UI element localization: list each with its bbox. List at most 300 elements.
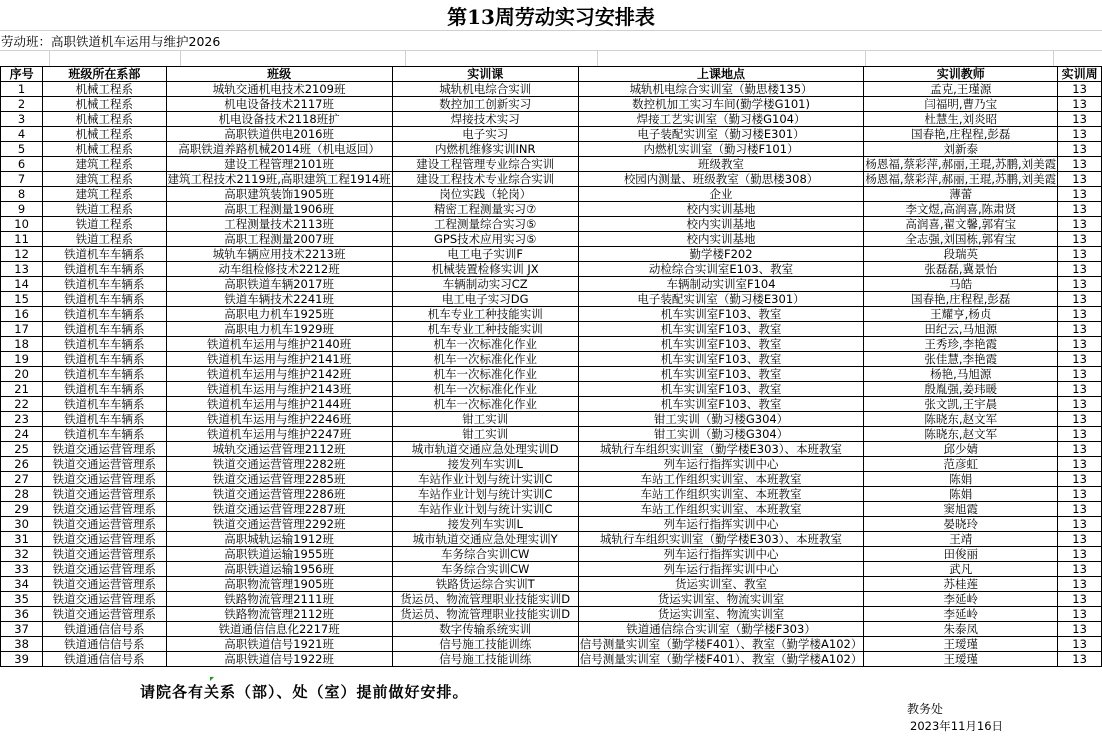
cell-course: 钳工实训 — [392, 412, 578, 427]
cell-department: 铁道工程系 — [43, 202, 166, 217]
table-row — [1, 397, 1102, 412]
cell-teacher: 张文凯,王宇晨 — [864, 397, 1058, 412]
cell-teacher: 国春艳,庄程程,彭磊 — [864, 127, 1058, 142]
table-row — [1, 457, 1102, 472]
cell-department: 铁道机车车辆系 — [43, 307, 166, 322]
cell-course: 铁路货运综合实训T — [392, 577, 578, 592]
cell-course: 车辆制动实习CZ — [392, 277, 578, 292]
cell-week: 13 — [1058, 652, 1102, 667]
cell-teacher: 王秀珍,李艳霞 — [864, 337, 1058, 352]
cell-week: 13 — [1058, 607, 1102, 622]
cell-teacher: 王靖 — [864, 532, 1058, 547]
cell-index: 32 — [1, 547, 43, 562]
cell-teacher: 孟克,王瑾源 — [864, 82, 1058, 97]
cell-week: 13 — [1058, 232, 1102, 247]
cell-course: 机械装置检修实训 JX — [392, 262, 578, 277]
cell-week: 13 — [1058, 532, 1102, 547]
cell-teacher: 范彦虹 — [864, 457, 1058, 472]
cell-index: 23 — [1, 412, 43, 427]
cell-class: 高职铁道信号1922班 — [166, 652, 392, 667]
cell-course: 机车一次标准化作业 — [392, 352, 578, 367]
cell-teacher: 李延岭 — [864, 592, 1058, 607]
table-row — [1, 502, 1102, 517]
cell-teacher: 杨恩福,蔡彩萍,郝丽,王琨,苏鹏,刘美霞 — [865, 157, 1057, 171]
cell-department: 铁道机车车辆系 — [43, 292, 166, 307]
cell-location: 机车实训室F103、教室 — [578, 382, 864, 397]
cell-department: 铁道机车车辆系 — [43, 337, 166, 352]
cell-index: 15 — [1, 292, 43, 307]
cell-teacher: 王瑷瑾 — [864, 652, 1058, 667]
cell-teacher: 陈娟 — [864, 487, 1058, 502]
table-row — [1, 562, 1102, 577]
cell-location: 电子装配实训室（勤习楼E301） — [578, 127, 864, 142]
cell-week: 13 — [1058, 262, 1102, 277]
cell-course: 钳工实训 — [392, 427, 578, 442]
cell-department: 铁道交通运营管理系 — [43, 592, 166, 607]
cell-department: 铁道机车车辆系 — [43, 277, 166, 292]
header-class: 班级 — [166, 67, 392, 82]
table-row — [1, 367, 1102, 382]
cell-department: 铁道交通运营管理系 — [43, 577, 166, 592]
cell-location: 班级教室 — [578, 157, 864, 172]
cell-course: GPS技术应用实习⑤ — [392, 232, 578, 247]
cell-location: 数控机加工实习车间(勤学楼G101) — [578, 97, 864, 112]
cell-department: 铁道交通运营管理系 — [43, 457, 166, 472]
cell-department: 铁道交通运营管理系 — [43, 562, 166, 577]
cell-course: 车务综合实训CW — [392, 562, 578, 577]
cell-week: 13 — [1058, 382, 1102, 397]
table-row — [1, 352, 1102, 367]
cell-index: 35 — [1, 592, 43, 607]
cell-teacher: 王耀亨,杨贞 — [864, 307, 1058, 322]
cell-location: 机车实训室F103、教室 — [578, 307, 864, 322]
cell-location: 货运实训室、物流实训室 — [578, 607, 864, 622]
table-row — [1, 622, 1102, 637]
cell-class: 铁道交通运营管理2292班 — [166, 517, 392, 532]
cell-week: 13 — [1058, 517, 1102, 532]
cell-course: 城轨机电综合实训 — [392, 82, 578, 97]
table-row — [1, 337, 1102, 352]
cell-week: 13 — [1058, 97, 1102, 112]
cell-week: 13 — [1058, 637, 1102, 652]
cell-class: 铁路物流管理2112班 — [166, 607, 392, 622]
cell-class: 建筑工程技术2119班,高职建筑工程1914班 — [167, 172, 391, 186]
table-row — [1, 307, 1102, 322]
cell-week: 13 — [1058, 112, 1102, 127]
cell-course: 电工电子实训F — [392, 247, 578, 262]
table-row — [1, 247, 1102, 262]
cell-class: 铁道机车运用与维护2144班 — [166, 397, 392, 412]
cell-teacher: 国春艳,庄程程,彭磊 — [864, 292, 1058, 307]
cell-teacher: 殷胤强,姜玮暖 — [864, 382, 1058, 397]
cell-index: 4 — [1, 127, 43, 142]
cell-class: 铁道机车运用与维护2246班 — [166, 412, 392, 427]
cell-week: 13 — [1058, 472, 1102, 487]
cell-department: 铁道机车车辆系 — [43, 322, 166, 337]
page-title: 第13周劳动实习安排表 — [447, 5, 655, 29]
cell-class: 铁道通信信息化2217班 — [166, 622, 392, 637]
cell-week: 13 — [1058, 247, 1102, 262]
cell-index: 25 — [1, 442, 43, 457]
cell-location: 焊接工艺实训室（勤习楼G104） — [578, 112, 864, 127]
cell-department: 铁道机车车辆系 — [43, 262, 166, 277]
cell-location: 铁道通信综合实训室（勤学楼F303） — [578, 622, 864, 637]
cell-index: 34 — [1, 577, 43, 592]
cell-week: 13 — [1058, 277, 1102, 292]
cell-teacher: 陈娟 — [864, 472, 1058, 487]
cell-week: 13 — [1058, 187, 1102, 202]
table-row — [1, 637, 1102, 652]
cell-location: 信号测量实训室（勤学楼F401）、教室（勤学楼A102） — [579, 652, 863, 666]
cell-location: 校园内测量、班级教室（勤思楼308） — [578, 172, 864, 187]
cell-teacher: 段瑞英 — [864, 247, 1058, 262]
cell-class: 高职铁道供电2016班 — [166, 127, 392, 142]
cell-department: 机械工程系 — [43, 142, 166, 157]
cell-course: 建设工程管理专业综合实训 — [392, 157, 578, 172]
cell-index: 33 — [1, 562, 43, 577]
cell-index: 19 — [1, 352, 43, 367]
table-row — [1, 157, 1102, 172]
table-row — [1, 577, 1102, 592]
cell-location: 车辆制动实训室F104 — [578, 277, 864, 292]
cell-class: 城轨车辆应用技术2213班 — [166, 247, 392, 262]
cell-department: 铁道机车车辆系 — [43, 367, 166, 382]
cell-week: 13 — [1058, 292, 1102, 307]
cell-index: 22 — [1, 397, 43, 412]
cell-week: 13 — [1058, 592, 1102, 607]
cell-class: 城轨交通运营管理2112班 — [166, 442, 392, 457]
cell-class: 高职物流管理1905班 — [166, 577, 392, 592]
cell-teacher: 高润喜,翟文馨,郭宥宝 — [864, 217, 1058, 232]
cell-class: 高职铁道养路机械2014班（机电返回） — [166, 142, 392, 157]
cell-teacher: 张佳慧,李艳霞 — [864, 352, 1058, 367]
cell-index: 27 — [1, 472, 43, 487]
table-row — [1, 277, 1102, 292]
cell-index: 38 — [1, 637, 43, 652]
header-index: 序号 — [1, 67, 43, 82]
cell-department: 铁道机车车辆系 — [43, 352, 166, 367]
cell-location: 电子装配实训室（勤习楼E301） — [578, 292, 864, 307]
cell-class: 铁道机车运用与维护2247班 — [166, 427, 392, 442]
cell-index: 26 — [1, 457, 43, 472]
cell-department: 建筑工程系 — [43, 157, 166, 172]
cell-teacher: 邱少婧 — [864, 442, 1058, 457]
table-row — [1, 382, 1102, 397]
table-row — [1, 202, 1102, 217]
cell-course: 信号施工技能训练 — [392, 637, 578, 652]
cell-location: 列车运行指挥实训中心 — [578, 562, 864, 577]
cell-location: 城轨行车组织实训室（勤学楼E303）、本班教室 — [578, 532, 864, 547]
table-row — [1, 292, 1102, 307]
table-row — [1, 232, 1102, 247]
cell-index: 39 — [1, 652, 43, 667]
cell-class: 高职铁道运输1956班 — [166, 562, 392, 577]
cell-teacher: 王瑷瑾 — [864, 637, 1058, 652]
cell-week: 13 — [1058, 367, 1102, 382]
cell-course: 信号施工技能训练 — [392, 652, 578, 667]
cell-course: 城市轨道交通应急处理实训D — [392, 442, 578, 457]
cell-department: 铁道交通运营管理系 — [43, 532, 166, 547]
cell-department: 铁道通信信号系 — [43, 637, 166, 652]
cell-week: 13 — [1058, 352, 1102, 367]
cell-teacher: 全志强,刘国栋,郭宥宝 — [864, 232, 1058, 247]
footer-department: 教务处 — [907, 702, 944, 716]
table-row — [1, 217, 1102, 232]
cell-index: 11 — [1, 232, 43, 247]
cell-teacher: 杨艳,马旭源 — [864, 367, 1058, 382]
table-row — [1, 97, 1102, 112]
cell-location: 动检综合实训室E103、教室 — [578, 262, 864, 277]
header-location: 上课地点 — [578, 67, 864, 82]
cell-course: 货运员、物流管理职业技能实训D — [392, 592, 578, 607]
cell-week: 13 — [1058, 82, 1102, 97]
cell-index: 16 — [1, 307, 43, 322]
cell-class: 机电设备技术2117班 — [166, 97, 392, 112]
cell-department: 机械工程系 — [43, 82, 166, 97]
cell-course: 接发列车实训L — [392, 517, 578, 532]
cell-teacher: 朱泰凤 — [864, 622, 1058, 637]
cell-course: 车务综合实训CW — [392, 547, 578, 562]
cell-teacher: 陈晓东,赵文军 — [864, 412, 1058, 427]
cell-department: 铁道机车车辆系 — [43, 427, 166, 442]
cell-location: 校内实训基地 — [578, 202, 864, 217]
cell-location: 校内实训基地 — [578, 232, 864, 247]
cell-week: 13 — [1058, 412, 1102, 427]
cell-index: 14 — [1, 277, 43, 292]
cell-class: 高职建筑装饰1905班 — [166, 187, 392, 202]
cell-course: 电子实习 — [392, 127, 578, 142]
table-row — [1, 592, 1102, 607]
cell-index: 24 — [1, 427, 43, 442]
header-department: 班级所在系部 — [43, 67, 166, 82]
cell-class: 铁道机车运用与维护2141班 — [166, 352, 392, 367]
cell-location: 城轨机电综合实训室（勤思楼135） — [578, 82, 864, 97]
cell-location: 机车实训室F103、教室 — [578, 397, 864, 412]
cell-class: 高职铁道信号1921班 — [166, 637, 392, 652]
header-week: 实训周 — [1058, 67, 1102, 82]
cell-index: 20 — [1, 367, 43, 382]
table-row — [1, 82, 1102, 97]
cell-class: 铁道车辆技术2241班 — [166, 292, 392, 307]
cell-department: 铁道交通运营管理系 — [43, 607, 166, 622]
table-row — [1, 442, 1102, 457]
cell-index: 17 — [1, 322, 43, 337]
cell-course: 车站作业计划与统计实训C — [392, 487, 578, 502]
cell-location: 列车运行指挥实训中心 — [578, 517, 864, 532]
cell-index: 7 — [1, 172, 43, 187]
cell-class: 铁道交通运营管理2282班 — [166, 457, 392, 472]
cell-index: 37 — [1, 622, 43, 637]
cell-course: 机车专业工种技能实训 — [392, 307, 578, 322]
table-row — [1, 607, 1102, 622]
cell-department: 铁道机车车辆系 — [43, 412, 166, 427]
table-row — [1, 187, 1102, 202]
schedule-table — [0, 66, 1102, 667]
header-teacher: 实训教师 — [864, 67, 1058, 82]
cell-teacher: 窦旭霞 — [864, 502, 1058, 517]
cell-department: 铁道交通运营管理系 — [43, 487, 166, 502]
cell-index: 31 — [1, 532, 43, 547]
cell-department: 建筑工程系 — [43, 187, 166, 202]
cell-course: 机车一次标准化作业 — [392, 382, 578, 397]
cell-location: 钳工实训（勤习楼G304） — [578, 412, 864, 427]
table-row — [1, 142, 1102, 157]
cell-teacher: 刘新泰 — [864, 142, 1058, 157]
cell-index: 9 — [1, 202, 43, 217]
cell-index: 3 — [1, 112, 43, 127]
cell-location: 机车实训室F103、教室 — [578, 337, 864, 352]
cell-index: 5 — [1, 142, 43, 157]
cell-teacher: 薄蕾 — [864, 187, 1058, 202]
cell-department: 铁道通信信号系 — [43, 622, 166, 637]
cell-teacher: 田俊丽 — [864, 547, 1058, 562]
table-row — [1, 487, 1102, 502]
table-row — [1, 427, 1102, 442]
cell-week: 13 — [1058, 442, 1102, 457]
cell-index: 12 — [1, 247, 43, 262]
cell-department: 铁道通信信号系 — [43, 652, 166, 667]
table-row — [1, 262, 1102, 277]
cell-course: 车站作业计划与统计实训C — [392, 502, 578, 517]
footer-date: 2023年11月16日 — [910, 719, 1004, 733]
cell-course: 焊接技术实习 — [392, 112, 578, 127]
cell-teacher: 田纪云,马旭源 — [864, 322, 1058, 337]
cell-department: 机械工程系 — [43, 97, 166, 112]
cell-location: 校内实训基地 — [578, 217, 864, 232]
class-subtitle: 劳动班：高职铁道机车运用与维护2026 — [1, 34, 221, 49]
cell-department: 铁道机车车辆系 — [43, 382, 166, 397]
cell-location: 机车实训室F103、教室 — [578, 322, 864, 337]
cell-week: 13 — [1058, 202, 1102, 217]
cell-teacher: 苏桂莲 — [864, 577, 1058, 592]
cell-class: 铁道交通运营管理2287班 — [166, 502, 392, 517]
table-row — [1, 517, 1102, 532]
cell-week: 13 — [1058, 427, 1102, 442]
header-course: 实训课 — [392, 67, 578, 82]
cell-location: 钳工实训（勤习楼G304） — [578, 427, 864, 442]
cell-department: 铁道交通运营管理系 — [43, 442, 166, 457]
cell-course: 数控加工创新实习 — [392, 97, 578, 112]
cell-class: 铁路物流管理2111班 — [166, 592, 392, 607]
cell-course: 精密工程测量实习⑦ — [392, 202, 578, 217]
cell-index: 29 — [1, 502, 43, 517]
cell-week: 13 — [1058, 502, 1102, 517]
cell-location: 车站工作组织实训室、本班教室 — [578, 502, 864, 517]
cell-week: 13 — [1058, 337, 1102, 352]
cell-index: 36 — [1, 607, 43, 622]
cell-week: 13 — [1058, 547, 1102, 562]
cell-course: 货运员、物流管理职业技能实训D — [392, 607, 578, 622]
cell-department: 铁道交通运营管理系 — [43, 472, 166, 487]
cell-class: 高职铁道运输1955班 — [166, 547, 392, 562]
cell-class: 动车组检修技术2212班 — [166, 262, 392, 277]
table-row — [1, 172, 1102, 187]
cell-week: 13 — [1058, 457, 1102, 472]
cell-class: 高职电力机车1929班 — [166, 322, 392, 337]
cell-class: 铁道机车运用与维护2140班 — [166, 337, 392, 352]
cell-course: 接发列车实训L — [392, 457, 578, 472]
cell-index: 21 — [1, 382, 43, 397]
cell-week: 13 — [1058, 172, 1102, 187]
cell-course: 数字传输系统实训 — [392, 622, 578, 637]
cell-week: 13 — [1058, 127, 1102, 142]
cell-class: 高职城轨运输1912班 — [166, 532, 392, 547]
cell-teacher: 晏晓玲 — [864, 517, 1058, 532]
cell-week: 13 — [1058, 307, 1102, 322]
cell-class: 建设工程管理2101班 — [166, 157, 392, 172]
cell-week: 13 — [1058, 142, 1102, 157]
cell-course: 城市轨道交通应急处理实训Y — [392, 532, 578, 547]
cell-class: 工程测量技术2113班 — [166, 217, 392, 232]
cell-department: 建筑工程系 — [43, 172, 166, 187]
table-body — [1, 82, 1102, 667]
cell-teacher: 张磊磊,冀景怡 — [864, 262, 1058, 277]
cell-course: 机车一次标准化作业 — [392, 337, 578, 352]
cell-class: 铁道交通运营管理2286班 — [166, 487, 392, 502]
cell-class: 高职工程测量2007班 — [166, 232, 392, 247]
cell-location: 车站工作组织实训室、本班教室 — [578, 487, 864, 502]
cell-week: 13 — [1058, 322, 1102, 337]
cell-course: 电工电子实习DG — [392, 292, 578, 307]
cell-department: 铁道交通运营管理系 — [43, 502, 166, 517]
table-row — [1, 532, 1102, 547]
table-row — [1, 652, 1102, 667]
table-row — [1, 412, 1102, 427]
cell-location: 货运实训室、教室 — [578, 577, 864, 592]
cell-teacher: 闫福明,曹乃宝 — [864, 97, 1058, 112]
cell-location: 内燃机实训室（勤习楼F101） — [578, 142, 864, 157]
cell-location: 列车运行指挥实训中心 — [578, 547, 864, 562]
cell-teacher: 杨恩福,蔡彩萍,郝丽,王琨,苏鹏,刘美霞 — [865, 172, 1057, 186]
cell-week: 13 — [1058, 157, 1102, 172]
cell-location: 车站工作组织实训室、本班教室 — [578, 472, 864, 487]
cell-index: 18 — [1, 337, 43, 352]
table-header-row — [1, 67, 1102, 82]
cell-index: 1 — [1, 82, 43, 97]
cell-course: 机车一次标准化作业 — [392, 367, 578, 382]
table-row — [1, 547, 1102, 562]
cell-class: 高职工程测量1906班 — [166, 202, 392, 217]
cell-class: 铁道交通运营管理2285班 — [166, 472, 392, 487]
cell-course: 机车专业工种技能实训 — [392, 322, 578, 337]
cell-course: 机车一次标准化作业 — [392, 397, 578, 412]
cell-location: 机车实训室F103、教室 — [578, 352, 864, 367]
cell-course: 岗位实践（轮岗） — [392, 187, 578, 202]
cell-week: 13 — [1058, 397, 1102, 412]
cell-location: 机车实训室F103、教室 — [578, 367, 864, 382]
cell-department: 铁道工程系 — [43, 232, 166, 247]
cell-department: 铁道工程系 — [43, 217, 166, 232]
cell-teacher: 陈晓东,赵文军 — [864, 427, 1058, 442]
cell-index: 6 — [1, 157, 43, 172]
cell-department: 铁道交通运营管理系 — [43, 517, 166, 532]
cell-index: 28 — [1, 487, 43, 502]
cell-class: 机电设备技术2118班扩 — [166, 112, 392, 127]
cell-department: 机械工程系 — [43, 112, 166, 127]
cell-week: 13 — [1058, 487, 1102, 502]
cell-location: 城轨行车组织实训室（勤学楼E303）、本班教室 — [578, 442, 864, 457]
cell-week: 13 — [1058, 577, 1102, 592]
cell-class: 城轨交通机电技术2109班 — [166, 82, 392, 97]
cell-course: 建设工程技术专业综合实训 — [392, 172, 578, 187]
footer-note: 请院各有关系（部）、处（室）提前做好安排。 — [140, 683, 469, 701]
cell-department: 机械工程系 — [43, 127, 166, 142]
cell-course: 内燃机维修实训INR — [392, 142, 578, 157]
cell-index: 8 — [1, 187, 43, 202]
cell-teacher: 杜慧生,刘炎昭 — [864, 112, 1058, 127]
table-row — [1, 127, 1102, 142]
cell-department: 铁道机车车辆系 — [43, 397, 166, 412]
